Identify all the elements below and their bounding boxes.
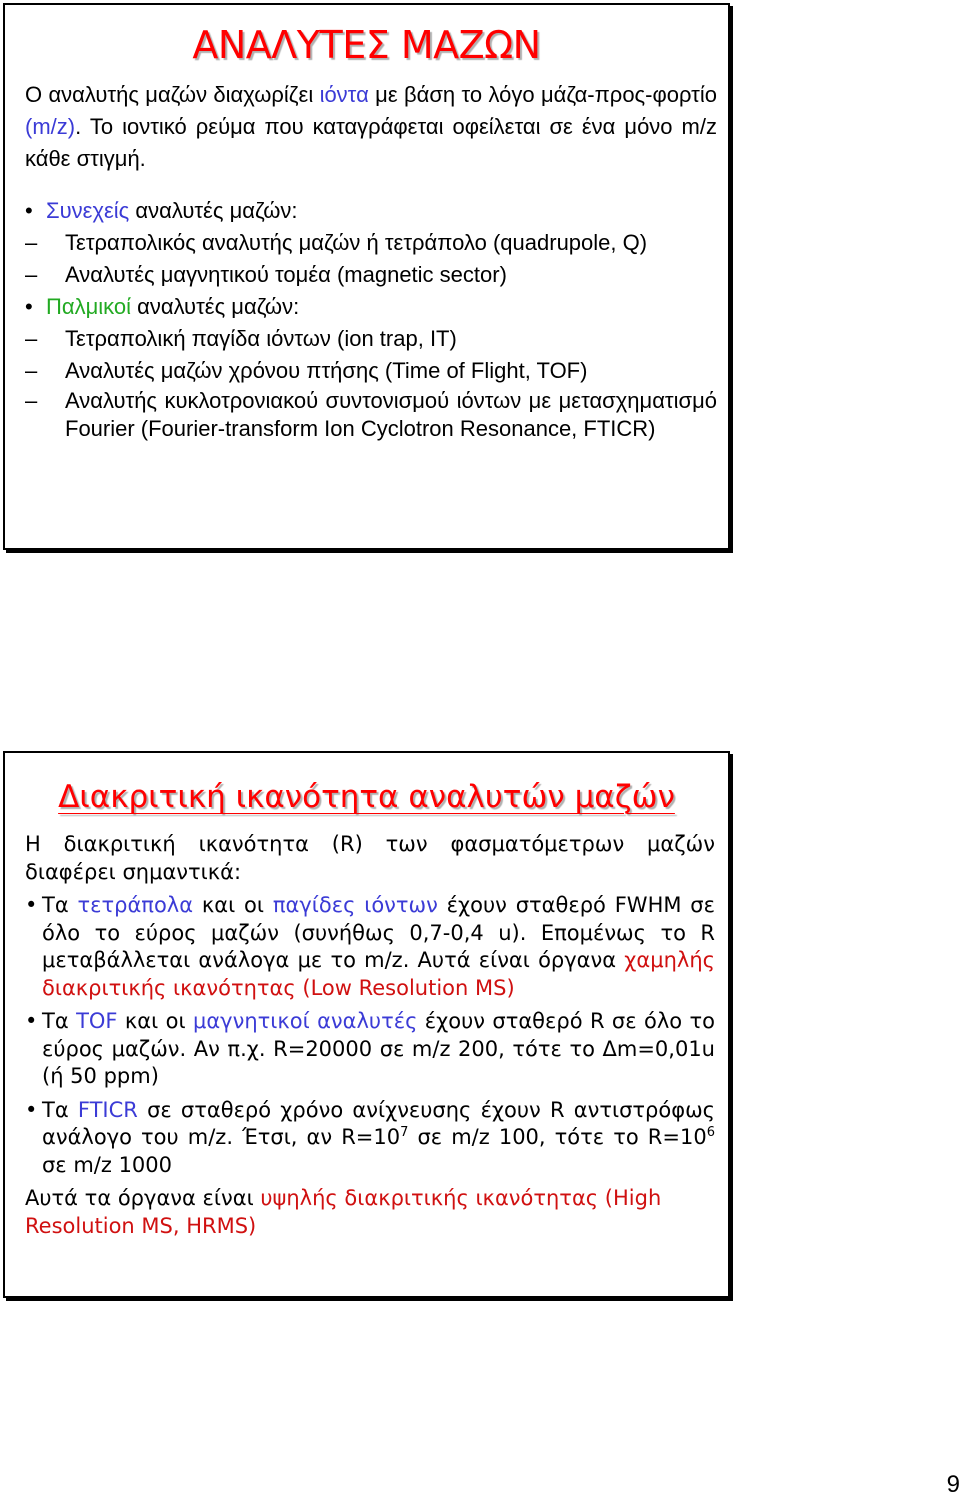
- slide-title: Διακριτική ικανότητα αναλυτών μαζών: [58, 779, 675, 815]
- text-run: Τα: [42, 1009, 77, 1033]
- text-run: Τετραπολική παγίδα ιόντων (ion trap, IT): [65, 326, 457, 351]
- text-run: αναλυτές μαζών:: [129, 198, 298, 223]
- text-run: Αναλυτές μαγνητικού τομέα (magnetic sector): [65, 262, 507, 287]
- slide-body: [25, 79, 717, 443]
- bullet-item: [25, 892, 715, 1002]
- bullet-item: [25, 1097, 715, 1180]
- text-run: παγίδες ιόντων: [272, 893, 438, 917]
- dash-item: [25, 387, 717, 443]
- slide-resolution: [3, 751, 730, 1298]
- dash-item: [25, 259, 717, 291]
- text-run: αναλυτές μαζών:: [131, 294, 300, 319]
- text-run: και οι: [193, 893, 273, 917]
- slide-title: ΑΝΑΛΥΤΕΣ ΜΑΖΩΝ: [192, 23, 541, 67]
- text-run: Αναλυτής κυκλοτρονιακού συντονισμού ιόντων με μετασχηματισμό Fourier (Fourier-transform Ion Cyclotron Resonance, FTICR): [65, 388, 717, 441]
- dash-item: [25, 227, 717, 259]
- bullet-item: [25, 195, 717, 227]
- paragraph: [25, 831, 715, 886]
- paragraph: [25, 1185, 715, 1240]
- page-number: 9: [946, 1471, 960, 1498]
- text-run: Τα: [42, 893, 78, 917]
- text-run: σε m/z 1000: [42, 1152, 173, 1177]
- text-run: και οι: [117, 1009, 193, 1033]
- text-run: υψηλής διακριτικής ικανότητας (High Resolution MS, HRMS): [25, 1186, 662, 1238]
- text-run: έχουν σταθερό FWHM σε όλο το εύρος μαζών (συνήθως 0,7-0,4 u). Επομένως το R μεταβάλλεται ανάλογα με το m/z. Αυτά είναι όργανα: [42, 893, 715, 972]
- dash-item: [25, 323, 717, 355]
- slide-body: [25, 831, 715, 1240]
- superscript: 6: [706, 1125, 715, 1140]
- text-run: . Το ιοντικό ρεύμα που καταγράφεται οφείλεται σε ένα μόνο m/z κάθε στιγμή.: [25, 114, 717, 171]
- text-run: Αναλυτές μαζών χρόνου πτήσης (Time of Flight, TOF): [65, 358, 588, 383]
- text-run: Τα: [42, 1097, 78, 1122]
- slide-mass-analyzers: [3, 3, 730, 550]
- text-run: έχουν σταθερό R σε όλο το εύρος μαζών. Αν π.χ. R=20000 σε m/z 200, τότε το Δm=0,01u (ή 50 ppm): [42, 1009, 715, 1088]
- dash-item: [25, 355, 717, 387]
- bullet-item: [25, 1008, 715, 1091]
- superscript: 7: [400, 1125, 409, 1140]
- text-run: Τετραπολικός αναλυτής μαζών ή τετράπολο (quadrupole, Q): [65, 230, 648, 255]
- text-run: σε σταθερό χρόνο ανίχνευσης έχουν R αντιστρόφως ανάλογο του m/z. Έτσι, αν R=10: [42, 1097, 715, 1149]
- text-run: σε m/z 100, τότε το R=10: [408, 1125, 707, 1149]
- text-run: τετράπολα: [77, 893, 194, 917]
- text-run: Αυτά τα όργανα είναι: [25, 1186, 261, 1210]
- text-run: Συνεχείς: [46, 198, 130, 223]
- text-run: TOF: [76, 1009, 118, 1033]
- text-run: Η διακριτική ικανότητα (R) των φασματόμετρων μαζών διαφέρει σημαντικά:: [25, 832, 715, 884]
- text-run: ιόντα: [319, 82, 369, 107]
- text-run: Παλμικοί: [46, 294, 132, 319]
- bullet-item: [25, 291, 717, 323]
- intro-paragraph: [25, 79, 717, 175]
- text-run: Ο αναλυτής μαζών διαχωρίζει: [25, 82, 320, 107]
- text-run: FTICR: [77, 1097, 138, 1122]
- text-run: χαμηλής διακριτικής ικανότητας (Low Resolution MS): [42, 948, 715, 1000]
- text-run: μαγνητικοί αναλυτές: [192, 1009, 418, 1033]
- text-run: με βάση το λόγο μάζα-προς-φορτίο: [368, 82, 717, 107]
- text-run: (m/z): [25, 114, 76, 139]
